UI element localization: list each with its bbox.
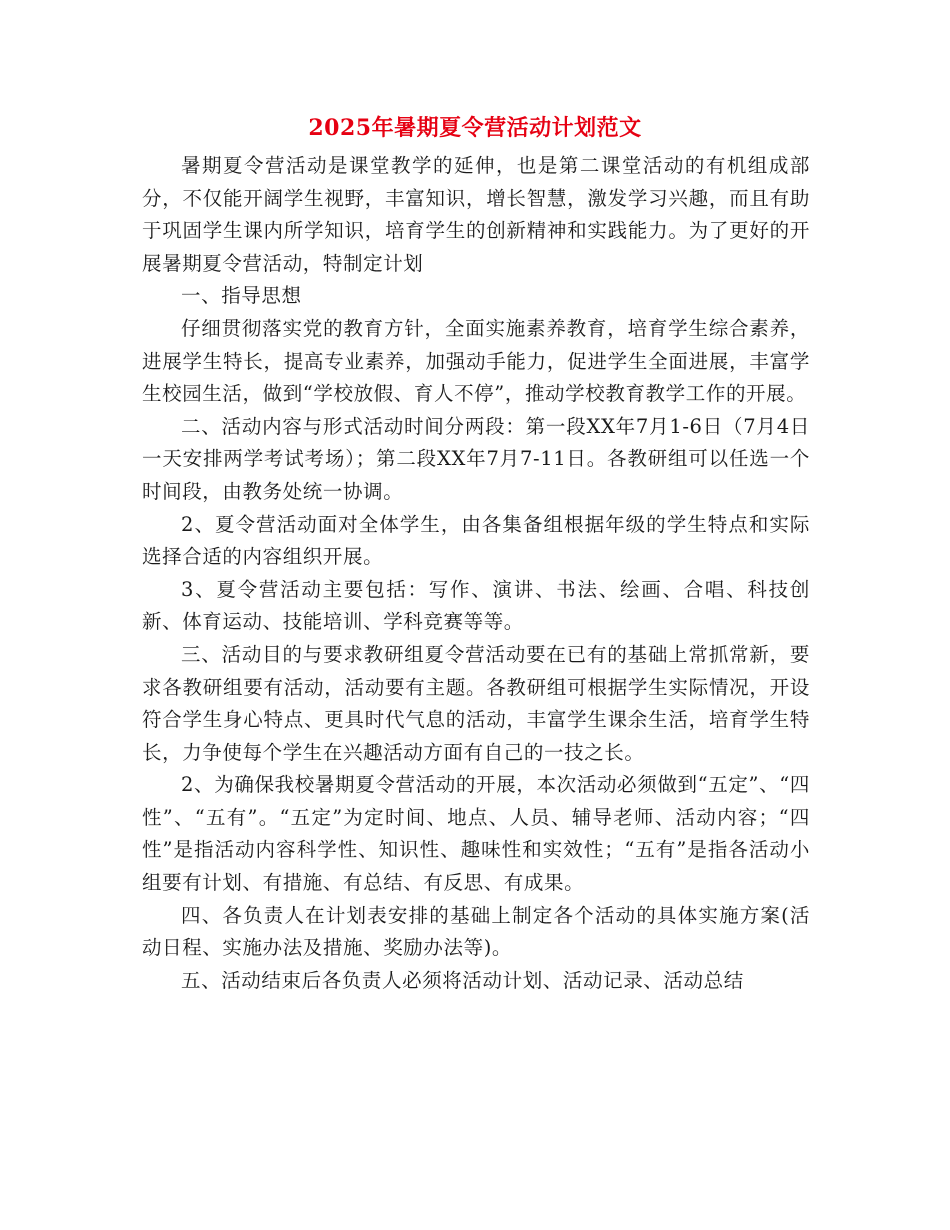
paragraph-intro: 暑期夏令营活动是课堂教学的延伸，也是第二课堂活动的有机组成部分，不仅能开阔学生视野，丰富知识，增长智慧，激发学习兴趣，而且有助于巩固学生课内所学知识，培育学生的创新精神和实践能力。为了更好的开展暑期夏令营活动，特制定计划 — [142, 154, 810, 275]
paragraph-goals-requirements: 三、活动目的与要求教研组夏令营活动要在已有的基础上常抓常新，要求各教研组要有活动，活动要有主题。各教研组可根据学生实际情况，开设符合学生身心特点、更具时代气息的活动，丰富学生课余生活，培育学生特长，力争使每个学生在兴趣活动方面有自己的一技之长。 — [142, 642, 810, 764]
document-body — [142, 150, 810, 997]
document-title: 2025年暑期夏令营活动计划范文 — [308, 115, 642, 141]
paragraph-heading-guiding-thought: 一、指导思想 — [181, 284, 302, 308]
paragraph-five-four-five: 2、为确保我校暑期夏令营活动的开展，本次活动必须做到“五定”、“四性”、“五有”。“五定”为定时间、地点、人员、辅导老师、活动内容；“四性”是指活动内容科学性、知识性、趣味性和实效性；“五有”是指各活动小组要有计划、有措施、有总结、有反思、有成果。 — [142, 773, 810, 895]
paragraph-activity-target: 2、夏令营活动面对全体学生，由各集备组根据年级的学生特点和实际选择合适的内容组织开展。 — [142, 512, 810, 569]
paragraph-activity-content: 二、活动内容与形式活动时间分两段：第一段XX年7月1-6日（7月4日一天安排两学考试考场）；第二段XX年7月7-11日。各教研组可以任选一个时间段，由教务处统一协调。 — [142, 414, 810, 503]
paragraph-guiding-thought: 仔细贯彻落实党的教育方针，全面实施素养教育，培育学生综合素养，进展学生特长，提高专业素养，加强动手能力，促进学生全面进展，丰富学生校园生活，做到“学校放假、育人不停”，推动学校教育教学工作的开展。 — [142, 316, 810, 406]
paragraph-activity-types: 3、夏令营活动主要包括：写作、演讲、书法、绘画、合唱、科技创新、体育运动、技能培训、学科竞赛等等。 — [142, 577, 810, 634]
paragraph-after-activity: 五、活动结束后各负责人必须将活动计划、活动记录、活动总结 — [181, 968, 744, 992]
paragraph-implementation-plan: 四、各负责人在计划表安排的基础上制定各个活动的具体实施方案(活动日程、实施办法及措施、奖励办法等)。 — [142, 903, 810, 960]
